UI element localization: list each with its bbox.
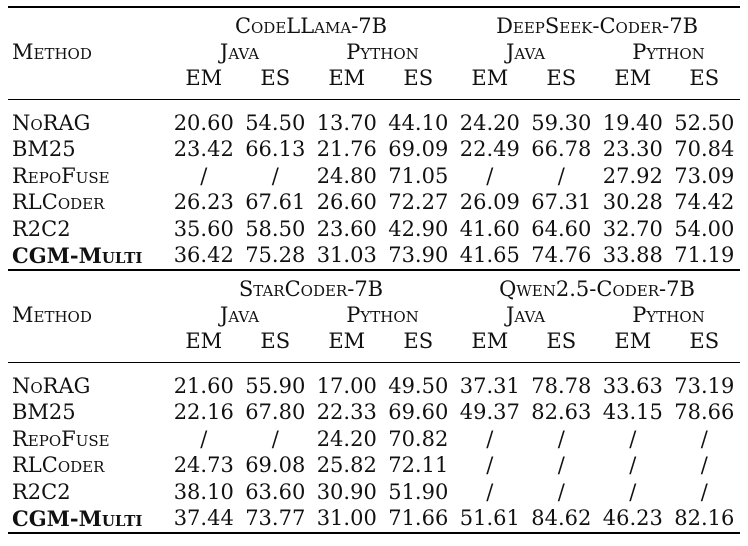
- table-cell: 26.09: [459, 190, 520, 215]
- table-cell: /: [700, 426, 708, 451]
- table-cell: 74.42: [674, 190, 735, 215]
- table-cell: 27.92: [602, 163, 663, 188]
- metric-header: ES: [403, 66, 434, 90]
- table-cell: 43.15: [602, 400, 663, 425]
- table-row: [8, 453, 740, 480]
- table-cell: /: [700, 479, 708, 504]
- table-cell: 67.31: [531, 190, 592, 215]
- table-cell: 21.60: [173, 373, 234, 398]
- table-cell: 69.08: [245, 453, 306, 478]
- table-cell: 73.77: [240, 506, 312, 534]
- table-cell: 49.50: [388, 373, 449, 398]
- table-cell: 84.62: [526, 506, 598, 534]
- table-cell: 71.05: [388, 163, 449, 188]
- table-cell: 72.11: [388, 453, 449, 478]
- method-name: RepoFuse: [12, 163, 110, 188]
- header-gap: [8, 89, 740, 100]
- metric-header: ES: [260, 329, 291, 353]
- metric-header: EM: [185, 66, 223, 90]
- table-cell: 71.66: [383, 506, 455, 534]
- language-header-row: [8, 37, 740, 63]
- metric-header: ES: [546, 66, 577, 90]
- table-cell: 26.60: [316, 190, 377, 215]
- header-spacer: [8, 270, 168, 300]
- table-cell: /: [557, 163, 565, 188]
- table-row: [8, 137, 740, 164]
- table-cell: 51.61: [454, 506, 526, 534]
- header-spacer: [8, 63, 168, 89]
- table-cell: /: [486, 426, 494, 451]
- language-header: Python: [632, 303, 705, 327]
- header-spacer: [8, 326, 168, 352]
- table-cell: 49.37: [459, 400, 520, 425]
- metric-header: EM: [185, 329, 223, 353]
- table-cell: 58.50: [245, 216, 306, 241]
- table-cell: /: [271, 163, 279, 188]
- table-cell: 36.42: [168, 243, 240, 271]
- table-row: [8, 243, 740, 271]
- method-name: BM25: [12, 137, 76, 162]
- table-row: [8, 400, 740, 427]
- method-name: RepoFuse: [12, 426, 110, 451]
- model-name: Qwen2.5-Coder-7B: [454, 270, 740, 300]
- table-cell: 31.03: [311, 243, 383, 271]
- metric-header: ES: [689, 66, 720, 90]
- table-cell: 26.23: [173, 190, 234, 215]
- table-cell: 66.13: [245, 137, 306, 162]
- table-cell: /: [629, 426, 637, 451]
- table-cell: 20.60: [173, 110, 234, 135]
- table-cell: 17.00: [316, 373, 377, 398]
- table-cell: 70.84: [674, 137, 735, 162]
- table-cell: 30.28: [602, 190, 663, 215]
- table-cell: 31.00: [311, 506, 383, 534]
- table-cell: 22.16: [173, 400, 234, 425]
- method-header: Method: [12, 40, 92, 64]
- method-name: RLCoder: [12, 190, 105, 215]
- table-cell: 44.10: [388, 110, 449, 135]
- table-cell: /: [200, 163, 208, 188]
- table-cell: 70.82: [388, 426, 449, 451]
- table-cell: /: [557, 426, 565, 451]
- metric-header: EM: [471, 66, 509, 90]
- language-header: Python: [346, 40, 419, 64]
- method-name: R2C2: [12, 479, 71, 504]
- table-cell: /: [629, 479, 637, 504]
- table-cell: 82.16: [669, 506, 741, 534]
- table-cell: /: [486, 453, 494, 478]
- table-cell: 23.42: [173, 137, 234, 162]
- metric-header: EM: [471, 329, 509, 353]
- method-header: Method: [12, 303, 92, 327]
- language-header: Java: [505, 40, 546, 64]
- table-cell: 41.65: [454, 243, 526, 271]
- table-cell: 21.76: [316, 137, 377, 162]
- table-cell: 37.31: [459, 373, 520, 398]
- model-header-row: [8, 270, 740, 300]
- table-cell: 59.30: [531, 110, 592, 135]
- metric-header: EM: [614, 66, 652, 90]
- table-cell: 33.63: [602, 373, 663, 398]
- method-name: R2C2: [12, 216, 71, 241]
- table-cell: 41.60: [459, 216, 520, 241]
- results-table: [8, 6, 740, 534]
- language-header-row: [8, 300, 740, 326]
- table-cell: 37.44: [168, 506, 240, 534]
- header-gap: [8, 100, 740, 111]
- metric-header: ES: [260, 66, 291, 90]
- metric-header: ES: [403, 329, 434, 353]
- language-header: Java: [505, 303, 546, 327]
- table-cell: 24.80: [316, 163, 377, 188]
- model-name: CodeLLama-7B: [168, 7, 454, 37]
- metric-header: EM: [328, 329, 366, 353]
- metric-header-row: [8, 326, 740, 352]
- metric-header: ES: [689, 329, 720, 353]
- table-cell: 64.60: [531, 216, 592, 241]
- table-cell: 73.90: [383, 243, 455, 271]
- table-row: [8, 373, 740, 400]
- table-cell: 54.50: [245, 110, 306, 135]
- method-name: CGM-Multi: [8, 243, 168, 271]
- method-name: NoRAG: [12, 110, 91, 135]
- table-cell: 24.20: [459, 110, 520, 135]
- table-cell: 66.78: [531, 137, 592, 162]
- table-cell: 32.70: [602, 216, 663, 241]
- table-cell: 24.20: [316, 426, 377, 451]
- model-name: StarCoder-7B: [168, 270, 454, 300]
- table-row: [8, 479, 740, 506]
- table-cell: 13.70: [316, 110, 377, 135]
- table-cell: 33.88: [597, 243, 669, 271]
- model-name: DeepSeek-Coder-7B: [454, 7, 740, 37]
- table-row: [8, 506, 740, 534]
- table-row: [8, 426, 740, 453]
- table-cell: 71.19: [669, 243, 741, 271]
- table-cell: /: [557, 453, 565, 478]
- table-cell: 55.90: [245, 373, 306, 398]
- metric-header: ES: [546, 329, 577, 353]
- table-cell: 67.61: [245, 190, 306, 215]
- metric-header: EM: [328, 66, 366, 90]
- table-cell: 69.09: [388, 137, 449, 162]
- table-cell: 46.23: [597, 506, 669, 534]
- table-cell: 23.60: [316, 216, 377, 241]
- table-cell: 63.60: [245, 479, 306, 504]
- table-cell: 19.40: [602, 110, 663, 135]
- model-header-row: [8, 7, 740, 37]
- method-name: NoRAG: [12, 373, 91, 398]
- language-header: Java: [219, 303, 260, 327]
- language-header: Python: [632, 40, 705, 64]
- table-cell: 23.30: [602, 137, 663, 162]
- table-row: [8, 216, 740, 243]
- method-name: CGM-Multi: [8, 506, 168, 534]
- language-header: Java: [219, 40, 260, 64]
- table-row: [8, 163, 740, 190]
- table-cell: 75.28: [240, 243, 312, 271]
- table-cell: /: [629, 453, 637, 478]
- table-cell: 38.10: [173, 479, 234, 504]
- table-cell: /: [486, 163, 494, 188]
- table-cell: 22.33: [316, 400, 377, 425]
- table-cell: 22.49: [459, 137, 520, 162]
- table-cell: /: [557, 479, 565, 504]
- metric-header: EM: [614, 329, 652, 353]
- table-cell: 78.78: [531, 373, 592, 398]
- table-cell: 24.73: [173, 453, 234, 478]
- table-cell: 74.76: [526, 243, 598, 271]
- metric-header-row: [8, 63, 740, 89]
- table-cell: 25.82: [316, 453, 377, 478]
- table-cell: 78.66: [674, 400, 735, 425]
- table-cell: 30.90: [316, 479, 377, 504]
- table-cell: 72.27: [388, 190, 449, 215]
- table-cell: 35.60: [173, 216, 234, 241]
- header-gap: [8, 352, 740, 363]
- header-gap: [8, 363, 740, 374]
- language-header: Python: [346, 303, 419, 327]
- table-cell: 73.19: [674, 373, 735, 398]
- table-cell: /: [486, 479, 494, 504]
- header-spacer: [8, 7, 168, 37]
- table-cell: 67.80: [245, 400, 306, 425]
- table-row: [8, 110, 740, 137]
- table-cell: 51.90: [388, 479, 449, 504]
- table-cell: 54.00: [674, 216, 735, 241]
- results-table-container: [8, 6, 740, 534]
- table-cell: 69.60: [388, 400, 449, 425]
- table-row: [8, 190, 740, 217]
- table-cell: 52.50: [674, 110, 735, 135]
- method-name: RLCoder: [12, 453, 105, 478]
- table-cell: 82.63: [531, 400, 592, 425]
- method-name: BM25: [12, 400, 76, 425]
- table-cell: 42.90: [388, 216, 449, 241]
- table-cell: /: [271, 426, 279, 451]
- table-cell: 73.09: [674, 163, 735, 188]
- table-cell: /: [200, 426, 208, 451]
- table-cell: /: [700, 453, 708, 478]
